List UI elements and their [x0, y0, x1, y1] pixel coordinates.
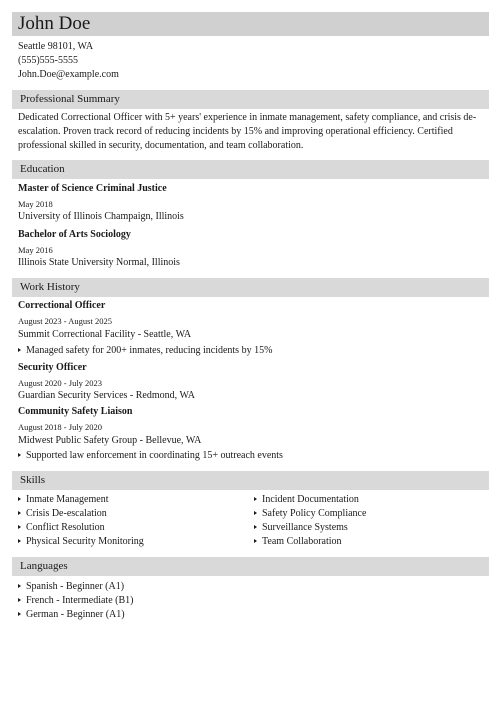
school-name: University of Illinois Champaign, Illinois [18, 211, 184, 222]
job-dates: August 2020 - July 2023 [18, 378, 103, 388]
skill-text: Crisis De-escalation [26, 508, 107, 519]
job-bullet-text: Supported law enforcement in coordinating 15+ outreach events [26, 450, 283, 461]
job-company: Summit Correctional Facility - Seattle, WA [18, 329, 192, 340]
skill-item [18, 493, 108, 507]
bullet-icon [18, 453, 21, 457]
skill-item [18, 507, 107, 521]
summary-text: Dedicated Correctional Officer with 5+ years' experience in inmate management, safety compliance, and crisis de-escalation. Proven track record of reducing incidents by 15% and improving operational efficiency. Certified professional skilled in security, documentation, and team collaboration. [18, 112, 477, 151]
skill-item [254, 521, 348, 535]
language-item [18, 580, 124, 594]
work-title: Work History [20, 281, 80, 293]
work-header-bar [12, 278, 489, 297]
bullet-icon [254, 497, 257, 501]
bullet-icon [18, 525, 21, 529]
bullet-icon [254, 539, 257, 543]
job-company: Midwest Public Safety Group - Bellevue, WA [18, 435, 202, 446]
skills-header-bar [12, 471, 489, 490]
degree-title: Master of Science Criminal Justice [18, 183, 167, 194]
phone: (555)555-5555 [18, 55, 78, 66]
language-text: French - Intermediate (B1) [26, 595, 134, 606]
candidate-name: John Doe [18, 13, 91, 34]
school-name: Illinois State University Normal, Illinois [18, 257, 180, 268]
skill-text: Physical Security Monitoring [26, 536, 144, 547]
job-bullet-text: Managed safety for 200+ inmates, reducing incidents by 15% [26, 345, 273, 356]
skill-item [254, 493, 359, 507]
job-role: Security Officer [18, 362, 87, 373]
bullet-icon [18, 612, 21, 616]
language-text: German - Beginner (A1) [26, 609, 125, 620]
bullet-icon [18, 539, 21, 543]
languages-title: Languages [20, 560, 68, 572]
bullet-icon [18, 348, 21, 352]
job-bullet [18, 449, 283, 463]
skill-text: Surveillance Systems [262, 522, 348, 533]
job-role: Correctional Officer [18, 300, 106, 311]
skill-text: Team Collaboration [262, 536, 342, 547]
degree-date: May 2018 [18, 199, 53, 209]
bullet-icon [254, 511, 257, 515]
skill-item [254, 507, 366, 521]
education-title: Education [20, 163, 65, 175]
bullet-icon [18, 511, 21, 515]
bullet-icon [18, 584, 21, 588]
language-text: Spanish - Beginner (A1) [26, 581, 125, 592]
bullet-icon [18, 598, 21, 602]
degree-title: Bachelor of Arts Sociology [18, 229, 131, 240]
skill-item [18, 535, 144, 549]
skill-text: Safety Policy Compliance [262, 508, 367, 519]
language-item [18, 594, 133, 608]
job-role: Community Safety Liaison [18, 406, 133, 417]
skill-text: Incident Documentation [262, 494, 359, 505]
job-dates: August 2023 - August 2025 [18, 316, 112, 326]
bullet-icon [254, 525, 257, 529]
bullet-icon [18, 497, 21, 501]
job-company: Guardian Security Services - Redmond, WA [18, 390, 195, 401]
summary-title: Professional Summary [20, 93, 120, 105]
email: John.Doe@example.com [18, 69, 119, 80]
language-item [18, 608, 125, 622]
skills-title: Skills [20, 474, 46, 486]
skill-text: Conflict Resolution [26, 522, 105, 533]
degree-date: May 2016 [18, 245, 53, 255]
languages-header-bar [12, 557, 489, 576]
skill-text: Inmate Management [26, 494, 109, 505]
skill-item [254, 535, 342, 549]
job-bullet [18, 344, 272, 358]
skill-item [18, 521, 105, 535]
address: Seattle 98101, WA [18, 41, 94, 52]
education-header-bar [12, 160, 489, 179]
job-dates: August 2018 - July 2020 [18, 422, 103, 432]
